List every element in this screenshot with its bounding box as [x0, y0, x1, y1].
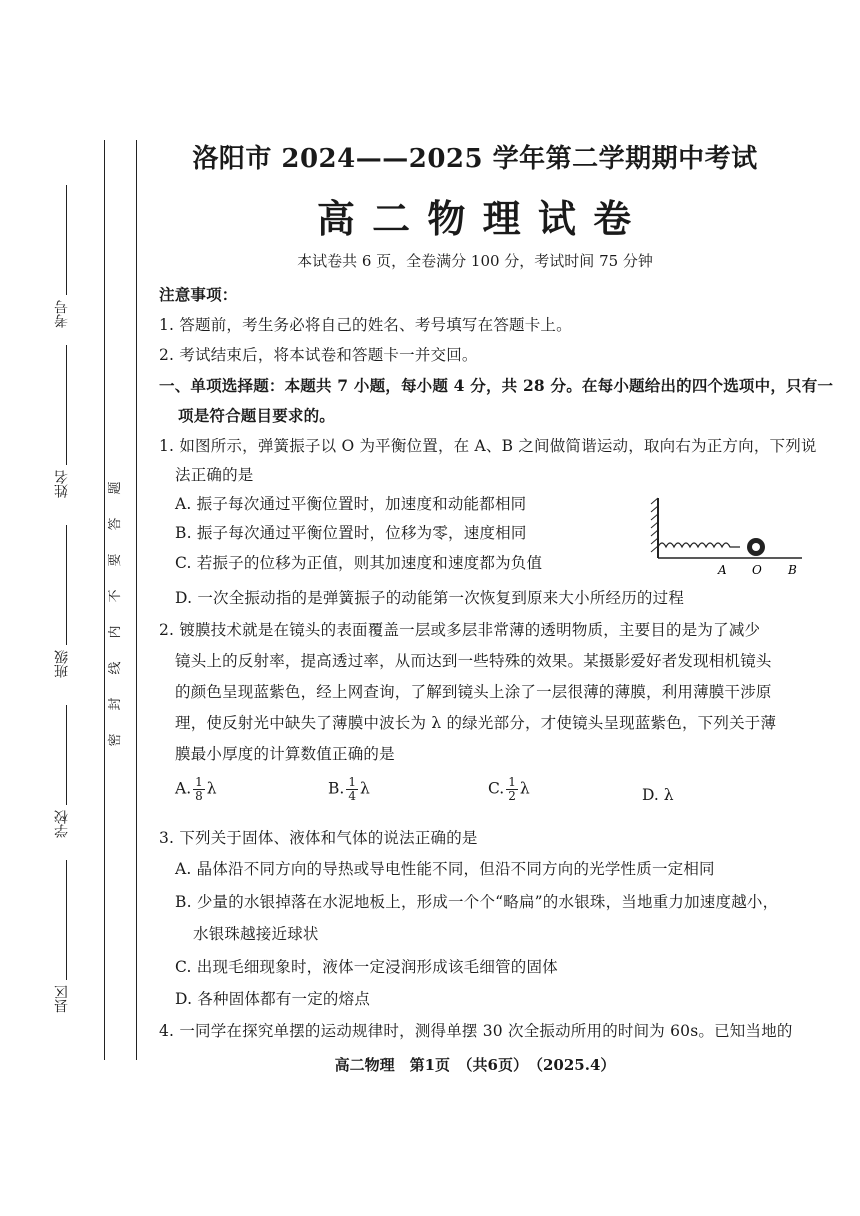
notice-item-1: 1. 答题前，考生务必将自己的姓名、考号填写在答题卡上。 [159, 316, 572, 334]
q3-option-d: D. 各种固体都有一定的熔点 [175, 990, 371, 1008]
section1-heading-cont: 项是符合题目要求的。 [178, 406, 336, 425]
q2-option-b [328, 776, 370, 803]
numerator: 1 [508, 775, 516, 789]
seal-char: 内 [108, 625, 123, 639]
notice-heading: 注意事项： [159, 285, 238, 304]
kaohao-blank[interactable] [66, 185, 67, 295]
fig-label-b: B [788, 563, 797, 577]
q3-stem: 3. 下列关于固体、液体和气体的说法正确的是 [159, 829, 478, 847]
fig-label-a: A [718, 563, 727, 577]
numerator: 1 [348, 775, 356, 789]
q3-option-a: A. 晶体沿不同方向的导热或导电性能不同，但沿不同方向的光学性质一定相同 [175, 860, 715, 878]
denominator: 2 [508, 789, 516, 803]
q1-option-a: A. 振子每次通过平衡位置时，加速度和动能都相同 [175, 495, 527, 513]
fraction [506, 776, 518, 803]
q2-option-a [175, 776, 217, 803]
q1-option-c: C. 若振子的位移为正值，则其加速度和速度都为负值 [175, 554, 543, 572]
denominator: 4 [348, 789, 356, 803]
page-footer: 高二物理 第1页 （共6页） （2025.4） [334, 1056, 616, 1074]
section1-heading: 一、单项选择题：本题共 7 小题，每小题 4 分，共 28 分。在每小题给出的四个选项中，只有一 [159, 376, 834, 395]
seal-char: 答 [108, 517, 123, 531]
q2-b-label: B. [328, 779, 345, 798]
xianqu-label: 县区 [54, 985, 70, 1013]
xuexiao-blank[interactable] [66, 705, 67, 805]
xingming-label: 姓名 [54, 470, 70, 498]
seal-char: 密 [108, 733, 123, 747]
lambda: λ [359, 779, 370, 798]
q2-stem-3: 的颜色呈现蓝紫色，经上网查询，了解到镜头上涂了一层很薄的薄膜，利用薄膜干涉原 [175, 683, 772, 701]
exam-title: 洛阳市 2024——2025 学年第二学期期中考试 [192, 144, 758, 174]
q4-stem: 4. 一同学在探究单摆的运动规律时，测得单摆 30 次全振动所用的时间为 60s。已知当地的 [159, 1022, 793, 1040]
denominator: 8 [195, 789, 203, 803]
spring-oscillator-figure [648, 490, 808, 580]
lambda: λ [519, 779, 530, 798]
seal-text [108, 470, 131, 758]
q1-stem: 1. 如图所示，弹簧振子以 O 为平衡位置，在 A、B 之间做简谐运动，取向右为正方向，下列说 [159, 437, 817, 455]
q1-option-d: D. 一次全振动指的是弹簧振子的动能第一次恢复到原来大小所经历的过程 [175, 589, 685, 607]
xianqu-blank[interactable] [66, 860, 67, 980]
notice-item-2: 2. 考试结束后，将本试卷和答题卡一并交回。 [159, 346, 478, 364]
banji-blank[interactable] [66, 525, 67, 645]
q2-option-d: D. λ [642, 786, 674, 804]
kaohao-label: 考号 [54, 300, 70, 328]
fraction [346, 776, 358, 803]
lambda: λ [206, 779, 217, 798]
q2-stem-4: 理，使反射光中缺失了薄膜中波长为 λ 的绿光部分，才使镜头呈现蓝紫色，下列关于薄 [175, 714, 777, 732]
q2-stem-5: 膜最小厚度的计算数值正确的是 [175, 745, 395, 763]
exam-subtitle: 高 二 物 理 试 卷 [316, 196, 634, 241]
banji-label: 班级 [54, 650, 70, 678]
q3-option-b: B. 少量的水银掉落在水泥地板上，形成一个个“略扁”的水银珠，当地重力加速度越小， [175, 893, 779, 911]
q2-stem-2: 镜头上的反射率，提高透过率，从而达到一些特殊的效果。某摄影爱好者发现相机镜头 [175, 652, 772, 670]
seal-char: 要 [108, 553, 123, 567]
xingming-blank[interactable] [66, 345, 67, 465]
exam-info: 本试卷共 6 页，全卷满分 100 分，考试时间 75 分钟 [297, 252, 653, 270]
q3-option-b-cont: 水银珠越接近球状 [193, 925, 319, 943]
seal-char: 封 [108, 697, 123, 711]
q1-option-b: B. 振子每次通过平衡位置时，位移为零，速度相同 [175, 524, 527, 542]
seal-char: 不 [108, 589, 123, 603]
numerator: 1 [195, 775, 203, 789]
q2-option-c [488, 776, 530, 803]
q2-stem-1: 2. 镀膜技术就是在镜头的表面覆盖一层或多层非常薄的透明物质，主要目的是为了减少 [159, 621, 761, 639]
q2-a-label: A. [175, 779, 192, 798]
seal-char: 题 [108, 481, 123, 495]
fraction [193, 776, 205, 803]
fig-label-o: O [752, 563, 762, 577]
q1-stem-cont: 法正确的是 [175, 466, 254, 484]
q3-option-c: C. 出现毛细现象时，液体一定浸润形成该毛细管的固体 [175, 958, 558, 976]
xuexiao-label: 学校 [54, 810, 70, 838]
q2-c-label: C. [488, 779, 505, 798]
seal-char: 线 [108, 661, 123, 675]
